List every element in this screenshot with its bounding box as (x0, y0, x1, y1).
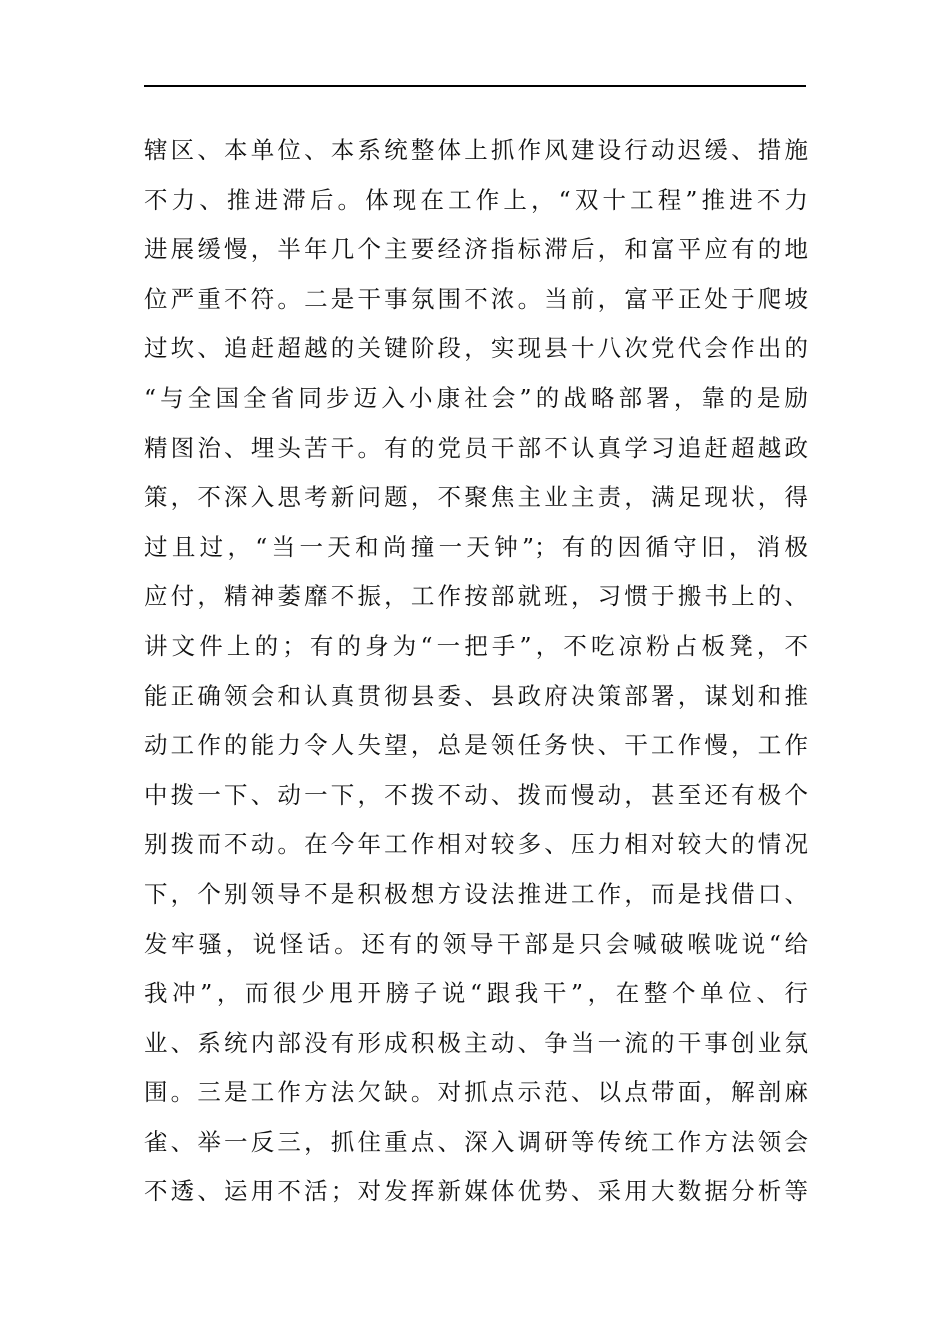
text-line: 雀、举一反三，抓住重点、深入调研等传统工作方法领会 (144, 1127, 808, 1156)
text-line: 应付，精神萎靡不振，工作按部就班，习惯于搬书上的、 (144, 582, 808, 611)
text-line: 不透、运用不活；对发挥新媒体优势、采用大数据分析等 (144, 1177, 808, 1206)
text-line: 下，个别领导不是积极想方设法推进工作，而是找借口、 (144, 879, 808, 908)
text-line: 不力、推进滞后。体现在工作上，“双十工程”推进不力 (144, 185, 808, 214)
text-line: 精图治、埋头苦干。有的党员干部不认真学习追赶超越政 (144, 433, 808, 462)
text-line: 能正确领会和认真贯彻县委、县政府决策部署，谋划和推 (144, 681, 808, 710)
text-line: 我冲”，而很少甩开膀子说“跟我干”，在整个单位、行 (144, 979, 808, 1008)
header-rule (144, 85, 806, 87)
text-line: 位严重不符。二是干事氛围不浓。当前，富平正处于爬坡 (144, 284, 808, 313)
text-line: 过且过，“当一天和尚撞一天钟”；有的因循守旧，消极 (144, 532, 808, 561)
text-line: 业、系统内部没有形成积极主动、争当一流的干事创业氛 (144, 1028, 808, 1057)
text-line: 围。三是工作方法欠缺。对抓点示范、以点带面，解剖麻 (144, 1078, 808, 1107)
text-line: 中拨一下、动一下，不拨不动、拨而慢动，甚至还有极个 (144, 780, 808, 809)
body-paragraph (144, 126, 808, 1217)
text-line: 讲文件上的；有的身为“一把手”，不吃凉粉占板凳，不 (144, 631, 808, 660)
text-line: 过坎、追赶超越的关键阶段，实现县十八次党代会作出的 (144, 334, 808, 363)
text-line: 别拨而不动。在今年工作相对较多、压力相对较大的情况 (144, 830, 808, 859)
text-line: 动工作的能力令人失望，总是领任务快、干工作慢，工作 (144, 731, 808, 760)
text-line: 辖区、本单位、本系统整体上抓作风建设行动迟缓、措施 (144, 136, 808, 164)
text-line: 发牢骚，说怪话。还有的领导干部是只会喊破喉咙说“给 (144, 929, 808, 958)
text-line: 进展缓慢，半年几个主要经济指标滞后，和富平应有的地 (144, 235, 808, 264)
text-line: “与全国全省同步迈入小康社会”的战略部署，靠的是励 (144, 383, 808, 412)
text-line: 策，不深入思考新问题，不聚焦主业主责，满足现状，得 (144, 483, 808, 512)
